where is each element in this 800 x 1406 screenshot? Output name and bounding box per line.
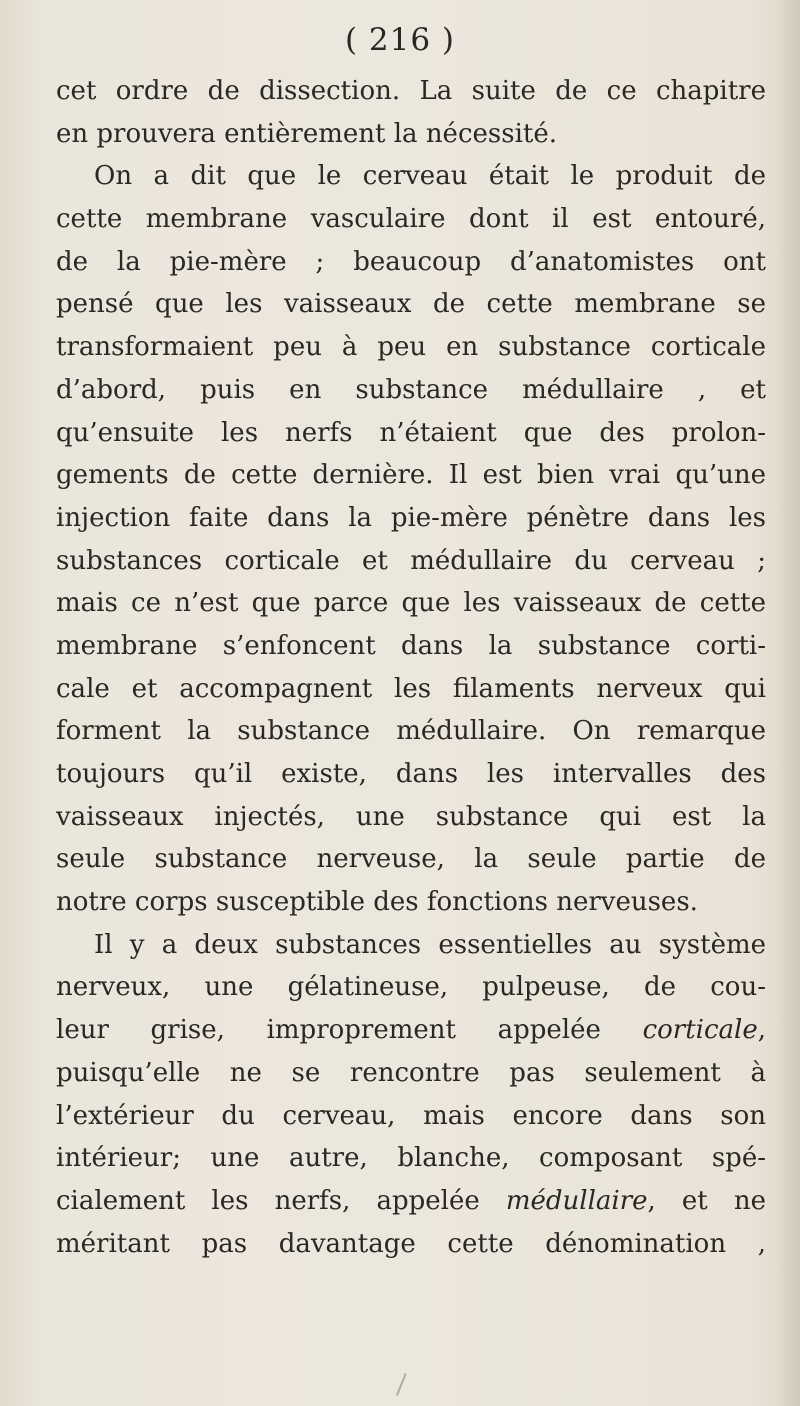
text-line: forment la substance médullaire. On remarque bbox=[56, 716, 766, 747]
text-line: Il y a deux substances essentielles au système bbox=[94, 929, 766, 960]
text-line: nerveux, une gélatineuse, pulpeuse, de cou- bbox=[56, 972, 766, 1003]
text-line: injection faite dans la pie-mère pénètre dans les bbox=[56, 502, 766, 533]
text-line: cale et accompagnent les filaments nerveux qui bbox=[56, 673, 766, 704]
text-line: l’extérieur du cerveau, mais encore dans son bbox=[56, 1100, 766, 1131]
text-line: cet ordre de dissection. La suite de ce chapitre bbox=[56, 76, 766, 106]
text-line: toujours qu’il existe, dans les intervalles des bbox=[56, 759, 766, 789]
page-number: ( 216 ) bbox=[344, 22, 456, 58]
text-line: notre corps susceptible des fonctions nerveuses. bbox=[56, 887, 698, 918]
text-line: qu’ensuite les nerfs n’étaient que des prolon- bbox=[56, 417, 766, 448]
text-line: seule substance nerveuse, la seule partie de bbox=[56, 844, 766, 875]
text-line: substances corticale et médullaire du cerveau ; bbox=[56, 545, 766, 576]
text-line: pensé que les vaisseaux de cette membrane se bbox=[56, 289, 766, 320]
text-line: gements de cette dernière. Il est bien vrai qu’une bbox=[56, 460, 766, 491]
text-line: On a dit que le cerveau était le produit de bbox=[94, 161, 766, 192]
text-line: vaisseaux injectés, une substance qui est la bbox=[56, 801, 766, 832]
page-edge-shadow bbox=[776, 0, 800, 1406]
text-line: d’abord, puis en substance médullaire , et bbox=[56, 374, 766, 405]
text-line: en prouvera entièrement la nécessité. bbox=[56, 118, 557, 149]
stray-pen-mark bbox=[396, 1373, 414, 1399]
text-line: de la pie-mère ; beaucoup d’anatomistes ont bbox=[56, 246, 766, 277]
text-line: mais ce n’est que parce que les vaisseaux de cette bbox=[56, 588, 766, 619]
text-line: transformaient peu à peu en substance corticale bbox=[56, 332, 766, 363]
text-line: méritant pas davantage cette dénomination , bbox=[56, 1228, 766, 1259]
text-line: intérieur; une autre, blanche, composant spé- bbox=[56, 1143, 766, 1174]
text-line: membrane s’enfoncent dans la substance corti- bbox=[56, 630, 766, 661]
body-text bbox=[56, 70, 766, 1265]
text-line: cette membrane vasculaire dont il est entouré, bbox=[56, 204, 766, 235]
text-line: puisqu’elle ne se rencontre pas seulement à bbox=[56, 1057, 766, 1088]
text-line: cialement les nerfs, appelée médullaire, et ne bbox=[56, 1185, 766, 1216]
text-line: leur grise, improprement appelée corticale, bbox=[56, 1015, 766, 1046]
